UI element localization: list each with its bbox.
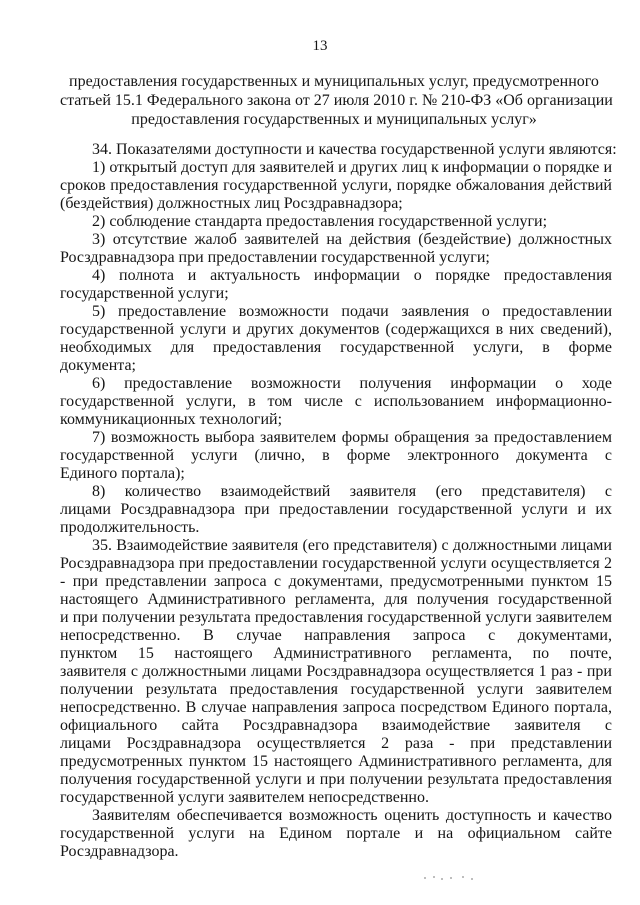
text-line: 5) предоставление возможности подачи заявления о предоставлении bbox=[92, 303, 612, 320]
paragraph bbox=[60, 303, 612, 375]
text-line: государственной услуги на Едином портале и на официальном сайте bbox=[60, 825, 612, 842]
text-line: 35. Взаимодействие заявителя (его представителя) с должностными лицами bbox=[92, 537, 612, 554]
text-line: получения государственной услуги и при получении результата предоставления bbox=[60, 771, 612, 788]
section-header bbox=[60, 72, 613, 129]
text-line: непосредственно. В случае направления запроса посредством Единого портала, bbox=[60, 699, 612, 716]
scan-artifact bbox=[424, 876, 484, 880]
text-line: Росздравнадзора при предоставлении государственной услуги; bbox=[60, 249, 490, 266]
text-line: настоящего Административного регламента, для получения государственной bbox=[60, 591, 612, 608]
text-line: официального сайта Росздравнадзора взаимодействие заявителя с bbox=[60, 717, 612, 734]
text-line: пунктом 15 настоящего Административного регламента, по почте, bbox=[60, 645, 612, 662]
text-line: 6) предоставление возможности получения информации о ходе bbox=[92, 375, 612, 392]
text-line: - при представлении запроса с документами, предусмотренными пунктом 15 bbox=[60, 573, 612, 590]
text-line: 1) открытый доступ для заявителей и других лиц к информации о порядке и bbox=[92, 159, 612, 176]
header-line: статьей 15.1 Федерального закона от 27 июля 2010 г. № 210-ФЗ «Об организации bbox=[60, 92, 613, 109]
text-line: лицами Росздравнадзора при предоставлении государственной услуги и их bbox=[60, 501, 612, 518]
document-body bbox=[60, 141, 617, 861]
text-line: коммуникационных технологий; bbox=[60, 411, 283, 428]
text-line: 2) соблюдение стандарта предоставления государственной услуги; bbox=[92, 213, 548, 230]
text-line: 7) возможность выбора заявителем формы обращения за предоставлением bbox=[92, 429, 612, 446]
text-line: 3) отсутствие жалоб заявителей на действия (бездействие) должностных bbox=[92, 231, 612, 248]
text-line: и при получении результата предоставления государственной услуги заявителем bbox=[60, 609, 612, 626]
paragraph bbox=[60, 375, 612, 429]
text-line: Единого портала); bbox=[60, 465, 185, 482]
paragraph bbox=[60, 537, 612, 807]
paragraph bbox=[60, 267, 612, 303]
text-line: Заявителям обеспечивается возможность оценить доступность и качество bbox=[92, 807, 612, 824]
text-line: предусмотренных пунктом 15 настоящего Административного регламента, для bbox=[60, 753, 612, 770]
paragraph bbox=[60, 213, 612, 231]
text-line: (бездействия) должностных лиц Росздравнадзора; bbox=[60, 195, 403, 212]
text-line: государственной услуги; bbox=[60, 285, 229, 302]
paragraph bbox=[60, 231, 612, 267]
paragraph bbox=[60, 159, 612, 213]
text-line: получении результата предоставления государственной услуги заявителем bbox=[60, 681, 612, 698]
text-line: государственной услуги и других документов (содержащихся в них сведений), bbox=[60, 321, 612, 338]
text-line: Росздравнадзора. bbox=[60, 843, 179, 860]
paragraph bbox=[60, 429, 612, 483]
text-line: Росздравнадзора при предоставлении государственной услуги осуществляется 2 bbox=[60, 555, 612, 572]
paragraph bbox=[60, 483, 612, 537]
text-line: необходимых для предоставления государственной услуги, в форме bbox=[60, 339, 612, 356]
paragraph bbox=[60, 807, 612, 861]
text-line: государственной услуги заявителем непосредственно. bbox=[60, 789, 429, 806]
page-number: 13 bbox=[312, 38, 328, 54]
text-line: непосредственно. В случае направления запроса с документами, bbox=[60, 627, 612, 644]
paragraph bbox=[60, 141, 617, 159]
text-line: документа; bbox=[60, 357, 136, 374]
text-line: 4) полнота и актуальность информации о порядке предоставления bbox=[92, 267, 612, 284]
text-line: продолжительность. bbox=[60, 519, 200, 536]
header-line: предоставления государственных и муниципальных услуг» bbox=[131, 111, 537, 128]
header-line: предоставления государственных и муниципальных услуг, предусмотренного bbox=[69, 73, 599, 90]
text-line: 8) количество взаимодействий заявителя (его представителя) с bbox=[92, 483, 612, 500]
text-line: лицами Росздравнадзора осуществляется 2 раза - при представлении bbox=[60, 735, 612, 752]
text-line: сроков предоставления государственной услуги, порядке обжалования действий bbox=[60, 177, 612, 194]
text-line: 34. Показателями доступности и качества государственной услуги являются: bbox=[92, 141, 617, 158]
text-line: заявителя с должностными лицами Росздравнадзора осуществляется 1 раз - при bbox=[60, 663, 612, 680]
text-line: государственной услуги (лично, в форме электронного документа с bbox=[60, 447, 612, 464]
text-line: государственной услуги, в том числе с использованием информационно- bbox=[60, 393, 612, 410]
